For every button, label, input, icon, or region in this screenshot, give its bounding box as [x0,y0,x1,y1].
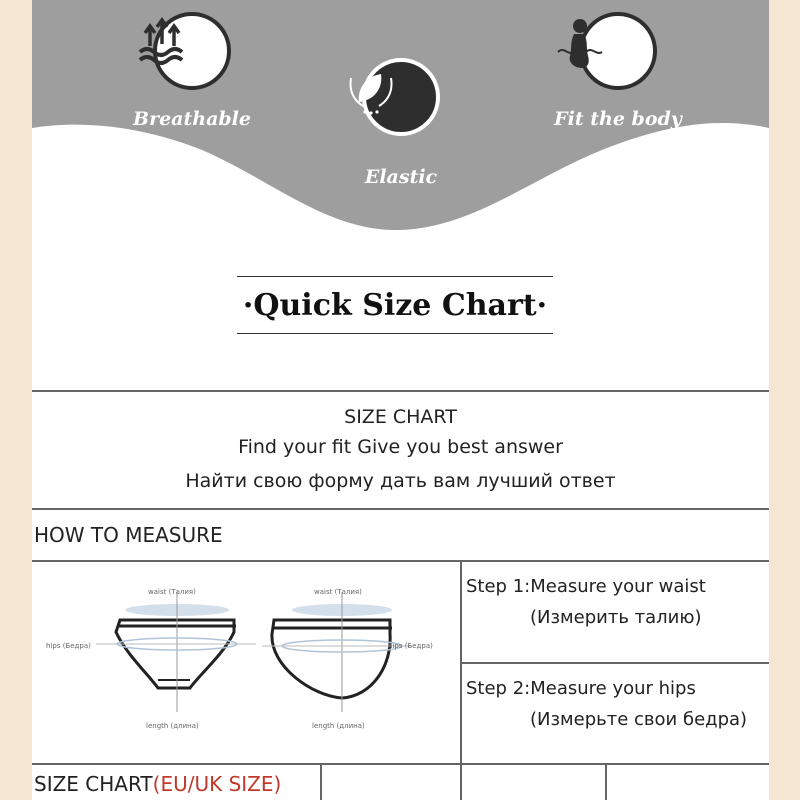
measure-diagram-row [32,562,769,765]
size-chart-header [32,392,769,510]
feature-banner [32,0,769,240]
step-1-russian: (Измерить талию) [530,607,702,628]
size-row-accent: (EU/UK SIZE) [152,772,282,796]
hips-label-right: hips (Бедра) [388,642,433,650]
size-chart-eu-uk-label [32,765,322,800]
feature-label: Breathable [133,108,251,130]
laurel-leaf-icon [362,58,440,136]
size-chart-table [32,390,769,800]
step-2-russian: (Измерьте свои бедра) [530,708,748,730]
measure-steps [462,562,769,763]
briefs-diagram [32,562,462,763]
briefs-illustration [32,562,462,765]
size-chart-eu-uk-row [32,765,769,800]
feature-breathable [132,12,252,130]
step-2 [462,662,769,764]
waist-label-right: waist (Талия) [314,588,362,596]
waist-label-left: waist (Талия) [148,588,196,596]
quick-size-chart-title: ·Quick Size Chart· [237,276,553,334]
step-1 [462,562,769,662]
subtitle-russian: Найти свою форму дать вам лучший ответ [185,470,616,492]
subtitle-english: Find your fit Give you best answer [238,436,563,458]
step-2-english: Step 2:Measure your hips [466,677,696,699]
step-1-english: Step 1:Measure your waist [466,576,706,597]
product-page [32,0,769,800]
feature-label: Elastic [364,166,438,188]
how-to-measure-heading: HOW TO MEASURE [32,510,769,562]
feature-fit-the-body [548,12,688,130]
length-label-right: length (длина) [312,722,365,730]
length-label-left: length (длина) [146,722,199,730]
size-cell [462,765,607,800]
feature-elastic [341,58,461,188]
size-chart-title: SIZE CHART [344,406,457,428]
size-cell [607,765,769,800]
size-cell [322,765,462,800]
arrows-up-icon [153,12,231,90]
size-row-label: SIZE CHART [34,772,153,796]
hips-label-left: hips (Бедра) [46,642,91,650]
woman-silhouette-icon [579,12,657,90]
feature-label: Fit the body [554,108,682,130]
